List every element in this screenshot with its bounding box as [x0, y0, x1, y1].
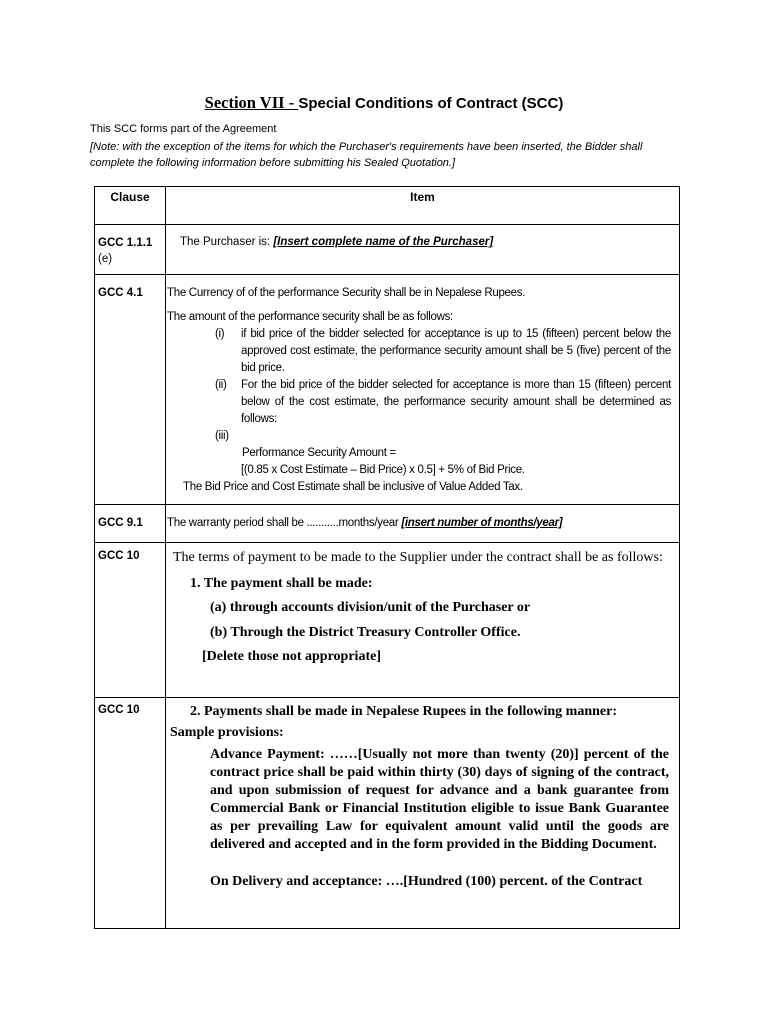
clause-cell [95, 698, 166, 929]
clause-cell [95, 543, 166, 698]
clause-label: GCC 1.1.1 [98, 237, 153, 249]
header-clause: Clause [95, 187, 166, 225]
warranty-text: The warranty period shall be ...........months/year [167, 517, 402, 529]
clause-label: GCC 10 [98, 704, 140, 716]
item-cell [166, 225, 680, 275]
list-num: (i) [215, 328, 225, 340]
amount-text: The amount of the performance security shall be as follows: [167, 311, 453, 323]
item-cell [166, 543, 680, 698]
table-row [95, 275, 680, 505]
delete-note: [Delete those not appropriate] [202, 649, 381, 664]
intro-line: This SCC forms part of the Agreement [90, 123, 277, 135]
terms-intro: The terms of payment to be made to the Supplier under the contract shall be as follows: [173, 550, 663, 565]
table-row [95, 225, 680, 275]
page-title [0, 93, 768, 113]
table-row [95, 698, 680, 929]
clause-label: GCC 4.1 [98, 287, 143, 299]
table-header-row [95, 187, 680, 225]
vat-note: The Bid Price and Cost Estimate shall be inclusive of Value Added Tax. [183, 481, 523, 493]
list-num: (iii) [215, 430, 229, 442]
clause-label: GCC 10 [98, 550, 140, 562]
scc-table [94, 186, 680, 929]
clause-label: GCC 9.1 [98, 517, 143, 529]
sample-label: Sample provisions: [170, 725, 284, 740]
header-item: Item [166, 187, 680, 225]
formula-label: Performance Security Amount = [242, 447, 396, 459]
section-title: Special Conditions of Contract (SCC) [298, 95, 564, 112]
item-cell [166, 275, 680, 505]
clause-cell [95, 275, 166, 505]
intro-note: [Note: with the exception of the items for which the Purchaser's requirements have been inserted, the Bidder shall complete the following information before submitting his Sealed Quotation.] [90, 141, 643, 169]
clause-cell [95, 225, 166, 275]
clause-sub: (e) [98, 253, 113, 265]
payment-item: 1. The payment shall be made: [190, 576, 373, 591]
list-item [167, 326, 671, 377]
list-text: For the bid price of the bidder selected for acceptance is more than 15 (fifteen) percent below of the cost estimate, the performance security amount shall be determined as follows: [241, 379, 671, 425]
table-row [95, 543, 680, 698]
list-item [167, 377, 671, 428]
payment-option-a: (a) through accounts division/unit of the Purchaser or [210, 600, 531, 615]
formula: [(0.85 x Cost Estimate – Bid Price) x 0.5] + 5% of Bid Price. [241, 464, 525, 476]
list-text: if bid price of the bidder selected for acceptance is up to 15 (fifteen) percent below the approved cost estimate, the performance security amount shall be 5 (five) percent of the bid price. [241, 328, 671, 374]
clause-cell [95, 505, 166, 543]
currency-text: The Currency of of the performance Security shall be in Nepalese Rupees. [167, 287, 526, 299]
purchaser-insert: [Insert complete name of the Purchaser] [273, 236, 494, 248]
payment-option-b: (b) Through the District Treasury Controller Office. [210, 625, 521, 640]
advance-payment: Advance Payment: ……[Usually not more than twenty (20)] percent of the contract price shall be paid within thirty (30) days of signing of the contract, and upon submission of request for advance and a bank guarantee from Commercial Bank or Financial Institution eligible to issue Bank Guarantee as per prevailing Law for equivalent amount valid until the goods are delivered and accepted and in the form provided in the Bidding Document. [210, 747, 669, 852]
delivery-payment: On Delivery and acceptance: ….[Hundred (100) percent. of the Contract [210, 874, 643, 889]
table-row [95, 505, 680, 543]
section-label: Section VII - [204, 93, 299, 112]
payment-item: 2. Payments shall be made in Nepalese Rupees in the following manner: [190, 704, 617, 719]
purchaser-text: The Purchaser is: [180, 236, 274, 248]
item-cell [166, 698, 680, 929]
list-num: (ii) [215, 379, 227, 391]
list-item [167, 428, 671, 445]
item-cell [166, 505, 680, 543]
warranty-insert: [insert number of months/year] [401, 517, 563, 529]
